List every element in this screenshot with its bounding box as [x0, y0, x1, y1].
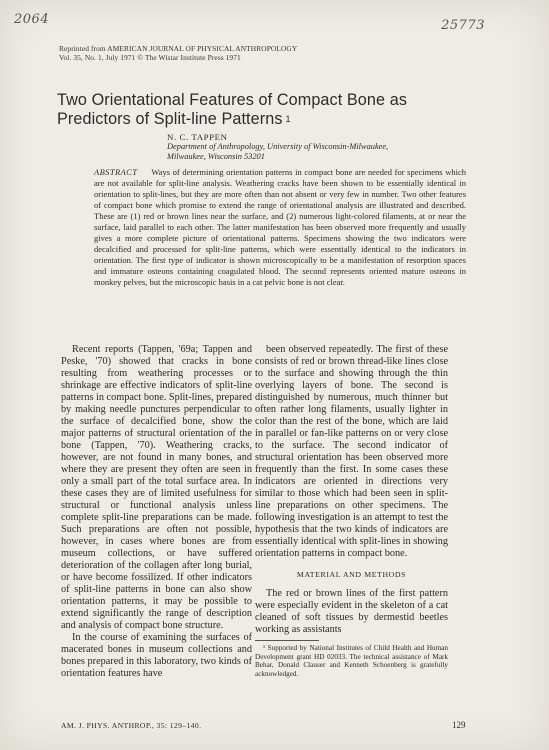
body-paragraph: Recent reports (Tappen, '69a; Tappen and Peske, '70) showed that cracks in bone resulting from weathering processes or shrinkage are effective indicators of split-line patterns in compact bone. Split-lines, prepared by making needle punctures perpendicular to the surface of decalcified bone, show the major patterns of structural orientation of the bone (Tappen, '70). Weathering cracks, however, are not found in many bones, and where they are present they often are seen in only a small part of the total surface area. In these cases they are of limited usefulness for structural or functional analysis unless complete split-line preparations can be made. Such preparations are often not possible, however, in cases where bones are from museum collections, or have suffered deterioration of the collagen after long burial, or have become fossilized. If other indicators of split-line patterns in bone can also show orientation patterns, it may be possible to extend significantly the range of description and analysis of compact bone structure.: [61, 344, 252, 631]
body-paragraph: The red or brown lines of the first pattern were especially evident in the skeleton of a cat cleaned of soft tissues by dermestid beetles working as assistants: [255, 588, 448, 635]
reprint-line-1: Reprinted from AMERICAN JOURNAL OF PHYSICAL ANTHROPOLOGY: [59, 44, 298, 53]
author-name: N. C. TAPPEN: [167, 132, 228, 142]
abstract-block: [94, 167, 466, 288]
body-column-left: [61, 344, 252, 680]
footnote-divider: [255, 640, 319, 641]
page-number: 129: [452, 720, 466, 730]
section-heading: MATERIAL AND METHODS: [296, 570, 407, 579]
title-line-2: [57, 110, 497, 129]
body-paragraph: been observed repeatedly. The first of these consists of red or brown thread-like lines close to the surface and showing through the thin overlying layers of bone. The second is distinguished by numerous, much thinner but often rather long filaments, usually lighter in color than the rest of the bone, which are laid in parallel or fan-like patterns on or very close to the surface. The second indicator of structural orientation has been observed more frequently than the first. In some cases these indicators are oriented in directions very similar to those which had been seen in split-line preparations on other specimens. The following investigation is an attempt to test the hypothesis that the two kinds of indicators are essentially identical with split-lines in showing orientation patterns in compact bone.: [255, 344, 448, 559]
handwritten-number-left: 2064: [14, 12, 50, 27]
author-affiliation: [167, 142, 487, 162]
title-footnote-mark: 1: [285, 113, 291, 124]
running-footer: AM. J. PHYS. ANTHROP., 35: 129–140.: [61, 721, 202, 730]
body-column-right: [255, 344, 448, 678]
affiliation-line-1: Department of Anthropology, University of Wisconsin-Milwaukee,: [167, 142, 389, 151]
title-line-1: Two Orientational Features of Compact Bone as: [57, 91, 408, 109]
abstract-label: ABSTRACT: [94, 167, 138, 177]
body-paragraph: In the course of examining the surfaces of macerated bones in museum collections and bones prepared in this laboratory, two kinds of orientation features have: [61, 632, 252, 679]
handwritten-number-right: 25773: [441, 18, 485, 33]
footnote: ¹ Supported by National Institutes of Child Health and Human Development grant HD 02033. The technical assistance of Mark Behar, Donald Clauser and Kenneth Schoenberg is gratefully acknowledged.: [255, 644, 448, 678]
abstract-text: Ways of determining orientation patterns in compact bone are needed for specimens which are not available for split-line analysis. Weathering cracks have been shown to be essentially identical in orientation to split-lines, but they are more often than not absent or very few in number. Two other features of compact bone which promise to extend the range of orientational analysis are illustrated and described. These are (1) red or brown lines near the surface, and (2) numerous light-colored filaments, at or near the surface, laid parallel to each other. The latter manifestation has been observed more frequently and usually gives a more complete picture of orientational patterns. Specimens showing the two indicators were decalcified and processed for split-line patterns, which were essentially identical to the indicators in orientation. The first type of indicator is shown microscopically to be a manifestation of resorption spaces and immature osteons containing coagulated blood. The second represents oriented mature osteons in monkey pelves, but the microscopic basis in a cat pelvic bone is not clear.: [94, 167, 466, 287]
reprint-line-2: Vol. 35, No. 1, July 1971 © The Wistar Institute Press 1971: [59, 53, 241, 63]
title-line-2-text: Predictors of Split-line Patterns: [57, 109, 283, 128]
reprint-notice: [59, 44, 297, 62]
affiliation-line-2: Milwaukee, Wisconsin 53201: [167, 152, 265, 161]
article-title: [57, 91, 497, 128]
